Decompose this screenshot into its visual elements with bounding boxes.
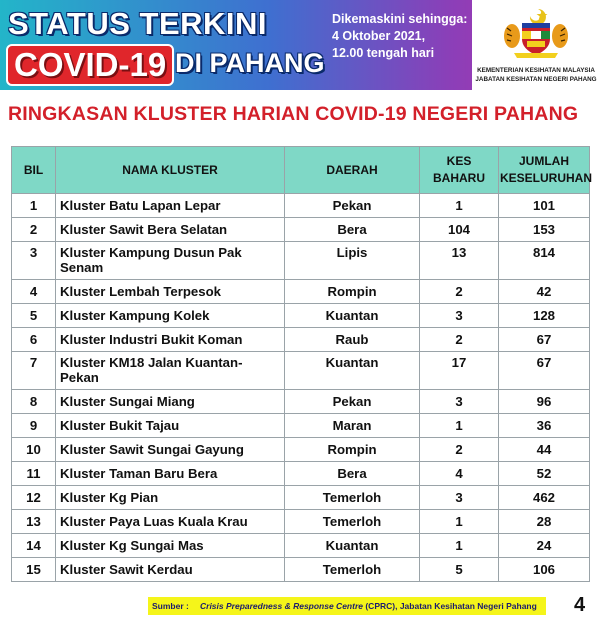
- cell-bil: 2: [12, 218, 56, 242]
- cell-nama: Kluster KM18 Jalan Kuantan-Pekan: [56, 352, 285, 390]
- cell-kes: 1: [420, 510, 499, 534]
- cell-bil: 3: [12, 242, 56, 280]
- col-header-kes-line2: BAHARU: [433, 171, 485, 185]
- cell-nama: Kluster Sawit Bera Selatan: [56, 218, 285, 242]
- department-name: JABATAN KESIHATAN NEGERI PAHANG: [475, 76, 597, 83]
- cell-kes: 1: [420, 414, 499, 438]
- cell-bil: 14: [12, 534, 56, 558]
- table-row: [12, 194, 590, 218]
- cell-kes: 2: [420, 328, 499, 352]
- cell-bil: 5: [12, 304, 56, 328]
- ministry-name: KEMENTERIAN KESIHATAN MALAYSIA: [477, 67, 595, 74]
- cell-bil: 4: [12, 280, 56, 304]
- cell-nama: Kluster Kg Sungai Mas: [56, 534, 285, 558]
- cell-daerah: Kuantan: [285, 352, 420, 390]
- col-header-bil: BIL: [12, 147, 56, 194]
- col-header-kes: [420, 147, 499, 194]
- cell-jumlah: 36: [499, 414, 590, 438]
- cell-jumlah: 24: [499, 534, 590, 558]
- cell-daerah: Raub: [285, 328, 420, 352]
- cell-kes: 104: [420, 218, 499, 242]
- header-banner: [0, 0, 600, 90]
- cell-bil: 11: [12, 462, 56, 486]
- table-row: [12, 414, 590, 438]
- cell-jumlah: 44: [499, 438, 590, 462]
- banner-title-region: DI PAHANG: [175, 48, 325, 78]
- source-label: Sumber :: [152, 601, 189, 611]
- page-heading: RINGKASAN KLUSTER HARIAN COVID-19 NEGERI PAHANG: [8, 103, 579, 125]
- update-time: 12.00 tengah hari: [332, 46, 435, 60]
- cell-bil: 6: [12, 328, 56, 352]
- cell-nama: Kluster Kampung Kolek: [56, 304, 285, 328]
- cell-bil: 15: [12, 558, 56, 582]
- cell-jumlah: 52: [499, 462, 590, 486]
- cell-jumlah: 67: [499, 352, 590, 390]
- cell-daerah: Kuantan: [285, 534, 420, 558]
- table-row: [12, 242, 590, 280]
- cell-jumlah: 814: [499, 242, 590, 280]
- banner-title-status: STATUS TERKINI: [8, 6, 268, 41]
- cell-jumlah: 42: [499, 280, 590, 304]
- cell-nama: Kluster Sungai Miang: [56, 390, 285, 414]
- cell-kes: 5: [420, 558, 499, 582]
- table-row: [12, 438, 590, 462]
- col-header-jumlah-line2: KESELURUHAN: [500, 171, 593, 185]
- cell-jumlah: 462: [499, 486, 590, 510]
- col-header-kes-line1: KES: [446, 154, 472, 168]
- col-header-jumlah: [499, 147, 593, 194]
- cell-nama: Kluster Paya Luas Kuala Krau: [56, 510, 285, 534]
- cell-kes: 3: [420, 390, 499, 414]
- cell-jumlah: 106: [499, 558, 590, 582]
- cell-nama: Kluster Batu Lapan Lepar: [56, 194, 285, 218]
- cell-daerah: Rompin: [285, 280, 420, 304]
- cell-jumlah: 153: [499, 218, 590, 242]
- cell-daerah: Bera: [285, 462, 420, 486]
- cell-nama: Kluster Kampung Dusun Pak Senam: [56, 242, 285, 280]
- cell-nama: Kluster Bukit Tajau: [56, 414, 285, 438]
- cell-kes: 3: [420, 486, 499, 510]
- cell-jumlah: 128: [499, 304, 590, 328]
- cell-kes: 4: [420, 462, 499, 486]
- table-row: [12, 558, 590, 582]
- cell-bil: 13: [12, 510, 56, 534]
- cell-nama: Kluster Sawit Sungai Gayung: [56, 438, 285, 462]
- cell-bil: 9: [12, 414, 56, 438]
- table-row: [12, 534, 590, 558]
- col-header-nama: NAMA KLUSTER: [56, 147, 285, 194]
- page-number: 4: [574, 594, 586, 616]
- cell-kes: 2: [420, 280, 499, 304]
- cell-jumlah: 28: [499, 510, 590, 534]
- cell-nama: Kluster Lembah Terpesok: [56, 280, 285, 304]
- cell-daerah: Temerloh: [285, 558, 420, 582]
- source-organization: Crisis Preparedness & Response Centre: [200, 601, 363, 611]
- table-header-row: [12, 147, 590, 194]
- update-label: Dikemaskini sehingga:: [332, 12, 468, 26]
- ministry-logo-block: [472, 0, 600, 90]
- cell-kes: 1: [420, 194, 499, 218]
- update-timestamp: [332, 11, 467, 62]
- banner-title-covid: COVID-19: [6, 44, 174, 86]
- cell-bil: 12: [12, 486, 56, 510]
- col-header-daerah: DAERAH: [285, 147, 420, 194]
- table-row: [12, 218, 590, 242]
- cell-daerah: Maran: [285, 414, 420, 438]
- cell-bil: 7: [12, 352, 56, 390]
- cell-daerah: Pekan: [285, 390, 420, 414]
- cell-daerah: Bera: [285, 218, 420, 242]
- table-row: [12, 304, 590, 328]
- cell-jumlah: 101: [499, 194, 590, 218]
- table-row: [12, 390, 590, 414]
- source-note: [148, 597, 546, 615]
- cell-kes: 17: [420, 352, 499, 390]
- col-header-jumlah-line1: JUMLAH: [519, 154, 569, 168]
- table-row: [12, 462, 590, 486]
- cell-nama: Kluster Industri Bukit Koman: [56, 328, 285, 352]
- table-row: [12, 328, 590, 352]
- cell-kes: 1: [420, 534, 499, 558]
- table-row: [12, 352, 590, 390]
- cell-bil: 8: [12, 390, 56, 414]
- cell-nama: Kluster Sawit Kerdau: [56, 558, 285, 582]
- cell-nama: Kluster Taman Baru Bera: [56, 462, 285, 486]
- cell-daerah: Temerloh: [285, 486, 420, 510]
- cell-jumlah: 96: [499, 390, 590, 414]
- cluster-table: [11, 146, 593, 582]
- cell-kes: 3: [420, 304, 499, 328]
- cell-daerah: Kuantan: [285, 304, 420, 328]
- table-row: [12, 280, 590, 304]
- cell-bil: 10: [12, 438, 56, 462]
- table-row: [12, 486, 590, 510]
- malaysia-coat-of-arms-icon: [500, 6, 572, 60]
- cell-daerah: Temerloh: [285, 510, 420, 534]
- cell-daerah: Pekan: [285, 194, 420, 218]
- source-details: (CPRC), Jabatan Kesihatan Negeri Pahang: [362, 601, 537, 611]
- cell-jumlah: 67: [499, 328, 590, 352]
- cell-kes: 13: [420, 242, 499, 280]
- cell-daerah: Lipis: [285, 242, 420, 280]
- cell-nama: Kluster Kg Pian: [56, 486, 285, 510]
- update-date: 4 Oktober 2021,: [332, 29, 426, 43]
- cell-bil: 1: [12, 194, 56, 218]
- cell-daerah: Rompin: [285, 438, 420, 462]
- cell-kes: 2: [420, 438, 499, 462]
- table-row: [12, 510, 590, 534]
